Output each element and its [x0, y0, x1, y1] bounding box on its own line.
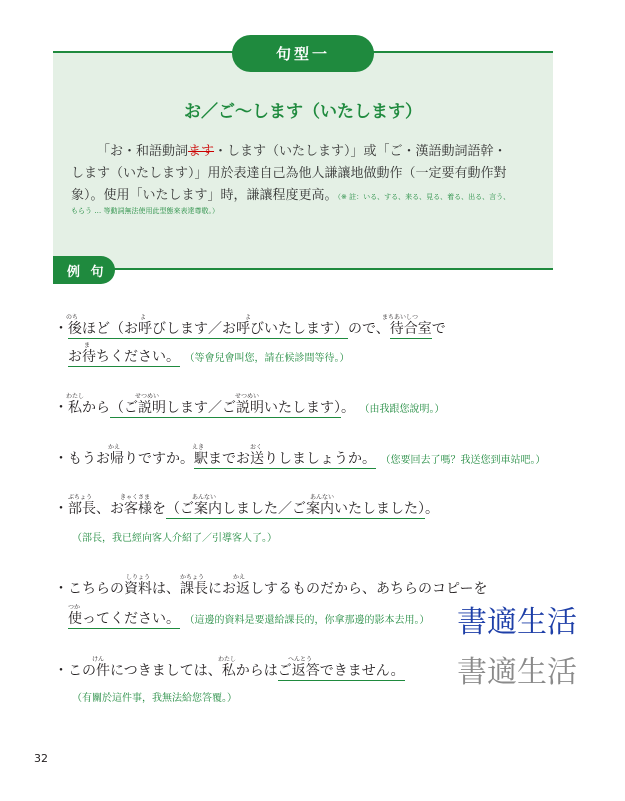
note-text-continued: もらう … 等動詞無法使用此型態來表達尊敬。）: [71, 207, 219, 215]
ruby: のち: [66, 314, 79, 321]
example-sentence: ・私から（ご説明します／ご説明いたします）。 （由我跟您說明。）: [54, 400, 445, 416]
example-sentence: 使ってください。 （這邊的資料是要還給課長的，你拿那邊的影本去用。）: [68, 611, 430, 627]
ruby: えき: [192, 444, 205, 451]
examples-label: 例 句: [53, 256, 115, 284]
watermark-blue: 書適生活: [457, 605, 577, 640]
struck-text: ます: [188, 144, 215, 159]
ruby: せつめい: [235, 393, 260, 400]
ruby: ま: [84, 342, 91, 349]
ruby: おく: [250, 444, 263, 451]
ruby: あんない: [192, 494, 217, 501]
ruby: よ: [140, 314, 147, 321]
explanation-paragraph: 「お・和語動詞ます・します（いたします）」或「ご・漢語動詞語幹・ します（いたします）」用於表達自己為他人謙讓地做動作（一定要有動作對 象）。使用「いたします」時，謙讓程度更高。（※ 註：いる、する、来る、見る、着る、出る、言う、: [71, 144, 511, 203]
ruby: かえ: [233, 574, 246, 581]
ruby: へんとう: [288, 656, 313, 663]
example-sentence: ・もうお帰りですか。駅までお送りしましょうか。 （您要回去了嗎？我送您到車站吧。）: [54, 451, 546, 467]
example-sentence: ・この件につきましては、私からはご返答できません。: [54, 663, 405, 679]
watermark-gray: 書適生活: [457, 655, 577, 690]
note-text: （※ 註：いる、する、来る、見る、着る、出る、言う、: [337, 193, 511, 201]
ruby: まちあいしつ: [382, 314, 419, 321]
ruby: ぶちょう: [68, 494, 93, 501]
translation: （有關於這件事，我無法給您答覆。）: [72, 693, 237, 704]
ruby: わたし: [66, 393, 85, 400]
ruby: かえ: [108, 444, 121, 451]
translation: （由我跟您說明。）: [359, 404, 445, 415]
ruby: しりょう: [126, 574, 151, 581]
example-sentence: ・部長、お客様を（ご案内しました／ご案内いたしました）。: [54, 501, 439, 517]
translation: （這邊的資料是要還給課長的，你拿那邊的影本去用。）: [184, 615, 430, 626]
translation: （您要回去了嗎？我送您到車站吧。）: [380, 455, 546, 466]
example-sentence: ・こちらの資料は、課長にお返しするものだから、あちらのコピーを: [54, 581, 488, 597]
grammar-title: お／ご～します（いたします）: [184, 102, 422, 122]
ruby: せつめい: [135, 393, 160, 400]
ruby: けん: [92, 656, 105, 663]
ruby: きゃくさま: [120, 494, 151, 501]
examples-rule: [100, 268, 553, 270]
ruby: つか: [68, 604, 81, 611]
ruby: あんない: [310, 494, 335, 501]
ruby: わたし: [218, 656, 237, 663]
ruby: かちょう: [180, 574, 205, 581]
example-sentence: お待ちください。 （等會兒會叫您，請在候診間等待。）: [68, 349, 350, 365]
ruby: よ: [245, 314, 252, 321]
example-sentence: ・後ほど（お呼びします／お呼びいたします）ので、待合室で: [54, 321, 446, 337]
translation: （部長，我已經向客人介紹了／引導客人了。）: [72, 533, 277, 544]
pattern-label: 句型一: [232, 35, 374, 72]
grammar-box: [53, 53, 553, 268]
page-number: 32: [34, 752, 48, 765]
translation: （等會兒會叫您，請在候診間等待。）: [184, 353, 350, 364]
